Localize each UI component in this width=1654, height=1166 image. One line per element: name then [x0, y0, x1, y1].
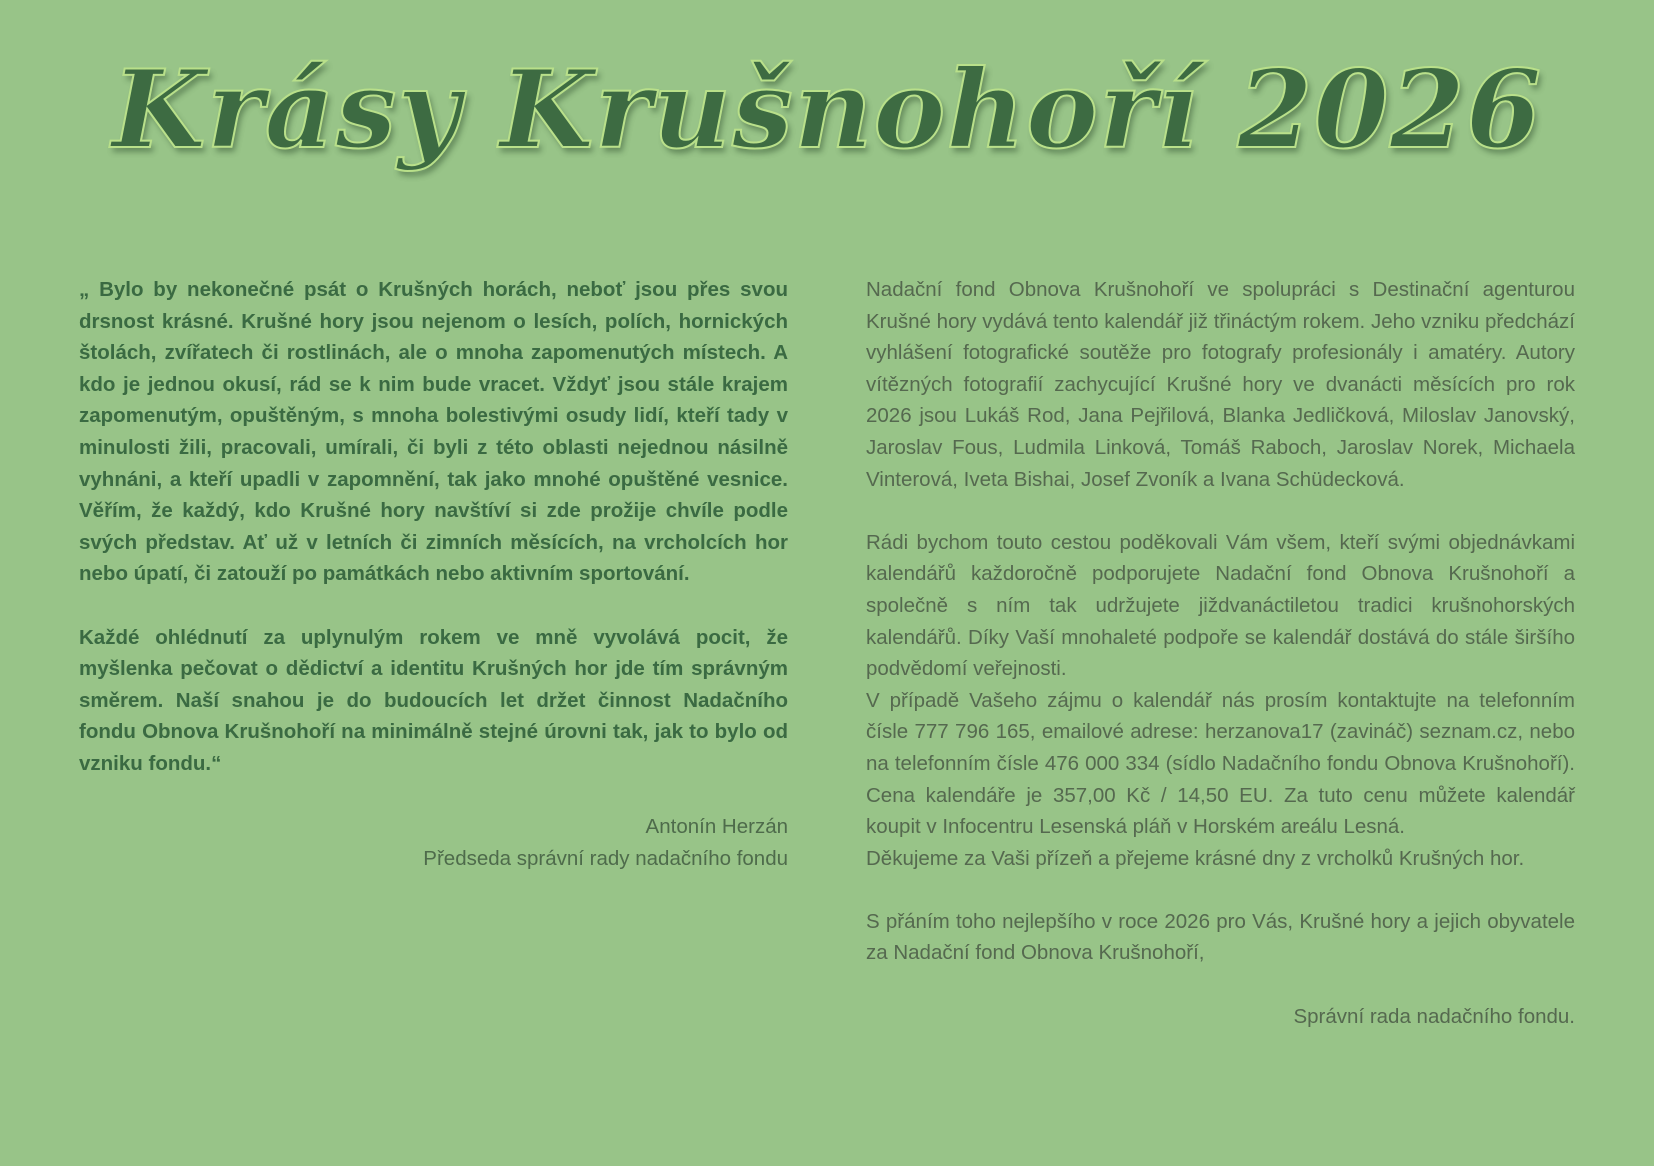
- info-column: [866, 274, 1575, 1032]
- quote-column: [79, 274, 788, 874]
- signature-role: Předseda správní rady nadačního fondu: [423, 846, 788, 870]
- info-paragraph: V případě Vašeho zájmu o kalendář nás prosím kontaktujte na telefonním čísle 777 796 165, emailové adrese: herzanova17 (zavináč) seznam.cz, nebo na telefonním čísle 476 000 334 (sídlo Nadačního fondu Obnova Krušnohoří). Cena kalendáře je 357,00 Kč / 14,50 EU. Za tuto cenu můžete kalendář koupit v Infocentru Lesenská pláň v Horském areálu Lesná.: [866, 688, 1575, 839]
- signature-block: [79, 811, 788, 874]
- info-paragraph: Rádi bychom touto cestou poděkovali Vám všem, kteří svými objednávkami kalendářů každoročně podporujete Nadační fond Obnova Krušnohoří a společně s ním tak udržujete jiždvanáctiletou tradici krušnohorských kalendářů. Díky Vaší mnohaleté podpoře se kalendář dostává do stále širšího podvědomí veřejnosti.: [866, 530, 1575, 681]
- info-paragraph: Nadační fond Obnova Krušnohoří ve spolupráci s Destinační agenturou Krušné hory vydává tento kalendář již třináctým rokem. Jeho vzniku předchází vyhlášení fotografické soutěže pro fotografy profesionály i amatéry. Autory vítězných fotografií zachycující Krušné hory ve dvanácti měsících pro rok 2026 jsou Lukáš Rod, Jana Pejřilová, Blanka Jedličková, Miloslav Janovský, Jaroslav Fous, Ludmila Linková, Tomáš Raboch, Jaroslav Norek, Michaela Vinterová, Iveta Bishai, Josef Zvoník a Ivana Schüdecková.: [866, 278, 1575, 491]
- page-title: Krásy Krušnohoří 2026: [111, 47, 1543, 173]
- closing-signature: Správní rada nadačního fondu.: [1293, 1004, 1575, 1028]
- quote-paragraph: „ Bylo by nekonečné psát o Krušných horách, neboť jsou přes svou drsnost krásné. Krušné hory jsou nejenom o lesích, polích, hornických štolách, zvířatech či rostlinách, ale o mnoha zapomenutých místech. A kdo je jednou okusí, rád se k nim bude vracet. Vždyť jsou stále krajem zapomenutým, opuštěným, s mnoha bolestivými osudy lidí, kteří tady v minulosti žili, pracovali, umírali, či byli z této oblasti nejednou násilně vyhnáni, a kteří upadli v zapomnění, tak jako mnohé opuštěné vesnice. Věřím, že každý, kdo Krušné hory navštíví si zde prožije chvíle podle svých představ. Ať už v letních či zimních měsících, na vrcholcích hor nebo úpatí, či zatouží po památkách nebo aktivním sportování.: [79, 278, 788, 586]
- info-paragraph: Děkujeme za Vaši přízeň a přejeme krásné dny z vrcholků Krušných hor.: [866, 846, 1525, 870]
- quote-paragraph: Každé ohlédnutí za uplynulým rokem ve mně vyvolává pocit, že myšlenka pečovat o dědictví a identitu Krušných hor jde tím správným směrem. Naší snahou je do budoucích let držet činnost Nadačního fondu Obnova Krušnohoří na minimálně stejné úrovni tak, jak to bylo od vzniku fondu.“: [79, 625, 788, 775]
- signature-name: Antonín Herzán: [645, 815, 788, 839]
- info-paragraph: S přáním toho nejlepšího v roce 2026 pro Vás, Krušné hory a jejich obyvatele za Nadační fond Obnova Krušnohoří,: [866, 909, 1575, 965]
